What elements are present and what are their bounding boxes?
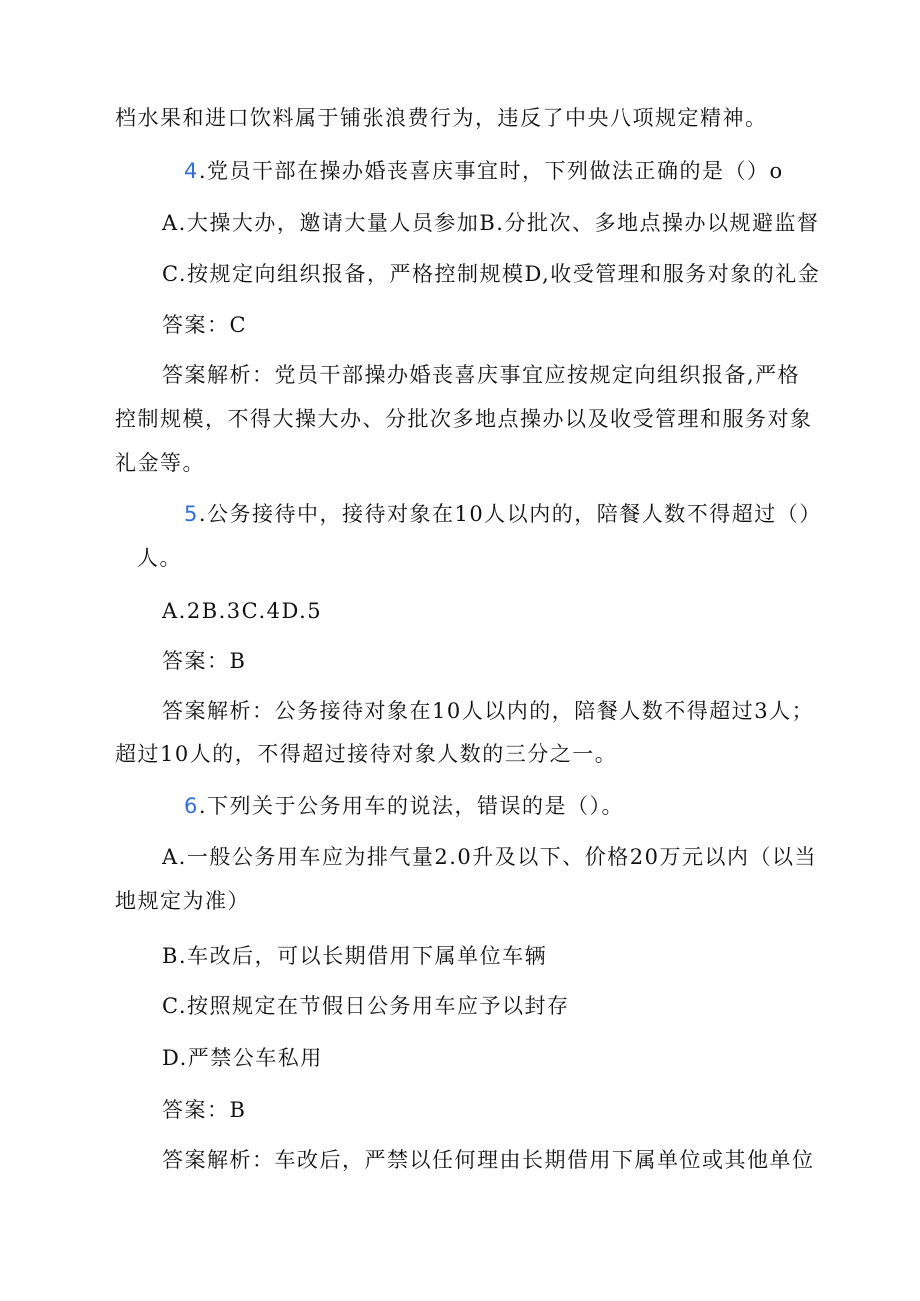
option-line: C.按规定向组织报备，严格控制规模D,收受管理和服务对象的礼金 — [162, 262, 821, 286]
question-text: .下列关于公务用车的说法，错误的是（）。 — [198, 794, 625, 818]
question-4 — [184, 156, 784, 186]
question-text-cont: 人。 — [137, 546, 182, 570]
question-5 — [184, 499, 822, 529]
option-line: C.按照规定在节假日公务用车应予以封存 — [162, 994, 570, 1018]
option-line: A.大操大办，邀请大量人员参加B.分批次、多地点操办以规避监督 — [162, 211, 820, 235]
answer-line: 答案：C — [162, 313, 248, 337]
question-number: 5 — [184, 502, 199, 526]
text-line: 档水果和进口饮料属于铺张浪费行为，违反了中央八项规定精神。 — [115, 106, 768, 130]
question-number: 4 — [184, 159, 199, 183]
option-line: B.车改后，可以长期借用下属单位车辆 — [162, 944, 548, 968]
question-6 — [184, 791, 624, 821]
option-line: A.2B.3C.4D.5 — [162, 599, 323, 623]
question-number: 6 — [184, 794, 199, 818]
explanation-line: 超过10人的，不得超过接待对象人数的三分之一。 — [115, 742, 618, 766]
explanation-line: 礼金等。 — [115, 451, 205, 475]
explanation-line: 控制规模，不得大操大办、分批次多地点操办以及收受管理和服务对象 — [115, 407, 813, 431]
explanation-line: 答案解析：公务接待对象在10人以内的，陪餐人数不得超过3人； — [162, 699, 815, 723]
explanation-line: 答案解析：党员干部操办婚丧喜庆事宜应按规定向组织报备,严格 — [162, 363, 801, 387]
option-line: A.一般公务用车应为排气量2.0升及以下、价格20万元以内（以当 — [162, 845, 817, 869]
question-text: .党员干部在操办婚丧喜庆事宜时，下列做法正确的是（）o — [198, 159, 784, 183]
explanation-line: 答案解析：车改后，严禁以任何理由长期借用下属单位或其他单位 — [162, 1148, 815, 1172]
option-line: 地规定为准） — [115, 889, 250, 913]
option-line: D.严禁公车私用 — [162, 1046, 323, 1070]
answer-line: 答案：B — [162, 649, 247, 673]
question-text: .公务接待中，接待对象在10人以内的，陪餐人数不得超过（） — [198, 502, 822, 526]
answer-line: 答案：B — [162, 1098, 247, 1122]
